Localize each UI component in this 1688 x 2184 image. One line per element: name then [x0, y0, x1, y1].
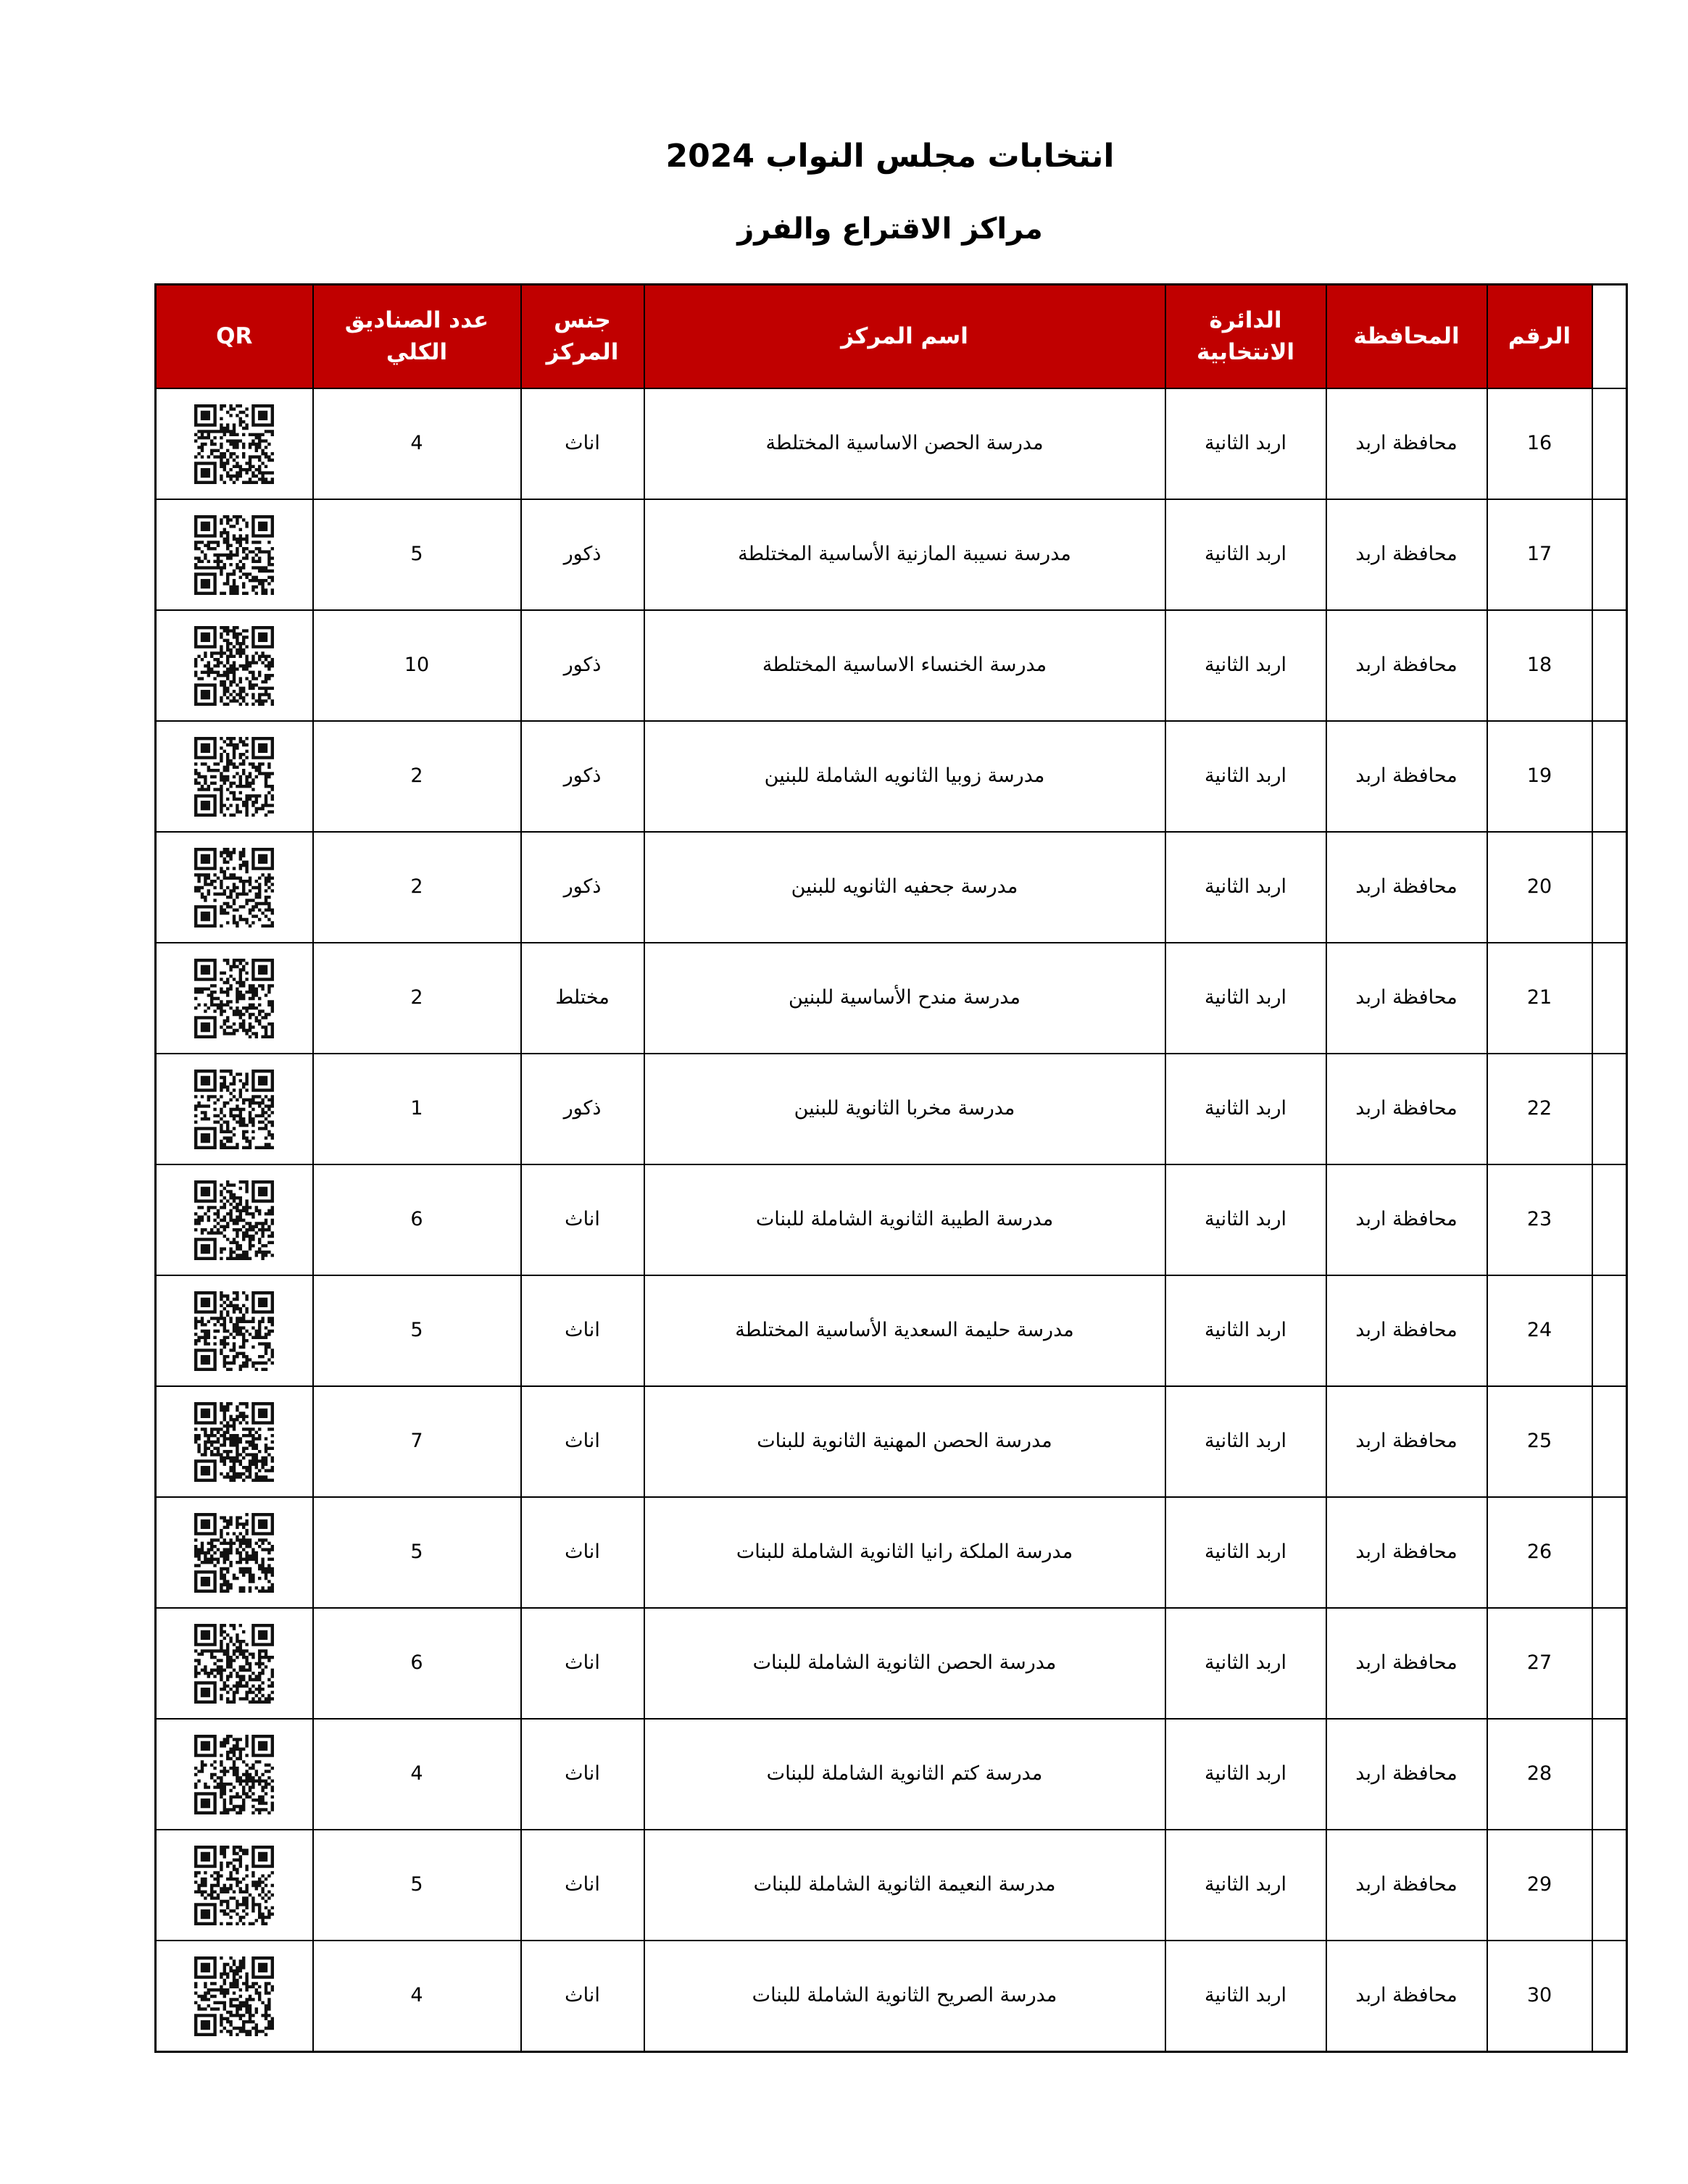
cell-governorate: محافظة اربد — [1326, 388, 1487, 499]
cell-gender: اناث — [521, 1608, 644, 1719]
page-subtitle: مراكز الاقتراع والفرز — [737, 212, 1043, 246]
cell-gender: اناث — [521, 1164, 644, 1275]
table-row — [156, 1275, 1627, 1386]
cell-boxes: 5 — [313, 499, 521, 610]
cell-qr — [156, 1275, 313, 1386]
cell-district: اربد الثانية — [1165, 610, 1326, 721]
cell-gender: اناث — [521, 1941, 644, 2052]
row-spacer-cell — [1592, 1497, 1627, 1608]
cell-number: 22 — [1487, 1054, 1592, 1164]
cell-district: اربد الثانية — [1165, 1497, 1326, 1608]
cell-qr — [156, 832, 313, 943]
cell-gender: اناث — [521, 1386, 644, 1497]
qr-code-image — [194, 959, 274, 1038]
cell-boxes: 2 — [313, 721, 521, 832]
table-row — [156, 832, 1627, 943]
row-spacer-cell — [1592, 721, 1627, 832]
cell-district: اربد الثانية — [1165, 943, 1326, 1054]
table-row — [156, 1608, 1627, 1719]
cell-district: اربد الثانية — [1165, 1386, 1326, 1497]
qr-code-image — [194, 848, 274, 928]
qr-code-image — [194, 1070, 274, 1149]
qr-code-image — [194, 1846, 274, 1925]
cell-district: اربد الثانية — [1165, 1719, 1326, 1830]
cell-gender: اناث — [521, 1497, 644, 1608]
cell-governorate: محافظة اربد — [1326, 1497, 1487, 1608]
cell-qr — [156, 721, 313, 832]
cell-number: 20 — [1487, 832, 1592, 943]
titles-block — [154, 0, 1626, 283]
cell-center: مدرسة الخنساء الاساسية المختلطة — [644, 610, 1165, 721]
cell-boxes: 2 — [313, 943, 521, 1054]
table-row — [156, 1164, 1627, 1275]
cell-center: مدرسة النعيمة الثانوية الشاملة للبنات — [644, 1830, 1165, 1941]
cell-number: 18 — [1487, 610, 1592, 721]
row-spacer-cell — [1592, 1054, 1627, 1164]
cell-boxes: 4 — [313, 388, 521, 499]
qr-code-image — [194, 1291, 274, 1371]
col-number: الرقم — [1487, 285, 1592, 389]
cell-district: اربد الثانية — [1165, 1608, 1326, 1719]
cell-governorate: محافظة اربد — [1326, 610, 1487, 721]
cell-number: 17 — [1487, 499, 1592, 610]
table-row — [156, 1497, 1627, 1608]
col-qr: QR — [156, 285, 313, 389]
cell-district: اربد الثانية — [1165, 1830, 1326, 1941]
cell-governorate: محافظة اربد — [1326, 1054, 1487, 1164]
table-row — [156, 943, 1627, 1054]
cell-center: مدرسة مندح الأساسية للبنين — [644, 943, 1165, 1054]
qr-code-image — [194, 737, 274, 817]
qr-code-image — [194, 1624, 274, 1704]
cell-center: مدرسة حليمة السعدية الأساسية المختلطة — [644, 1275, 1165, 1386]
cell-governorate: محافظة اربد — [1326, 1386, 1487, 1497]
cell-gender: اناث — [521, 1719, 644, 1830]
page-title: انتخابات مجلس النواب 2024 — [665, 138, 1115, 175]
cell-gender: ذكور — [521, 1054, 644, 1164]
cell-gender: اناث — [521, 1275, 644, 1386]
cell-district: اربد الثانية — [1165, 721, 1326, 832]
cell-number: 23 — [1487, 1164, 1592, 1275]
qr-code-image — [194, 1956, 274, 2036]
qr-code-image — [194, 1180, 274, 1260]
cell-district: اربد الثانية — [1165, 1941, 1326, 2052]
cell-gender: اناث — [521, 388, 644, 499]
cell-qr — [156, 388, 313, 499]
cell-governorate: محافظة اربد — [1326, 499, 1487, 610]
cell-qr — [156, 1497, 313, 1608]
row-spacer-cell — [1592, 1719, 1627, 1830]
cell-boxes: 4 — [313, 1719, 521, 1830]
cell-boxes: 5 — [313, 1830, 521, 1941]
row-spacer-cell — [1592, 388, 1627, 499]
cell-boxes: 4 — [313, 1941, 521, 2052]
header-spacer-cell — [1592, 285, 1627, 389]
qr-code-image — [194, 515, 274, 595]
table-row — [156, 1719, 1627, 1830]
col-gender: جنس المركز — [521, 285, 644, 389]
cell-governorate: محافظة اربد — [1326, 1608, 1487, 1719]
qr-code-image — [194, 1513, 274, 1593]
table-header-row — [156, 285, 1627, 389]
cell-number: 28 — [1487, 1719, 1592, 1830]
cell-district: اربد الثانية — [1165, 832, 1326, 943]
cell-number: 27 — [1487, 1608, 1592, 1719]
cell-number: 16 — [1487, 388, 1592, 499]
cell-governorate: محافظة اربد — [1326, 1275, 1487, 1386]
cell-number: 29 — [1487, 1830, 1592, 1941]
cell-boxes: 2 — [313, 832, 521, 943]
col-district: الدائرة الانتخابية — [1165, 285, 1326, 389]
cell-district: اربد الثانية — [1165, 1164, 1326, 1275]
cell-governorate: محافظة اربد — [1326, 721, 1487, 832]
row-spacer-cell — [1592, 1164, 1627, 1275]
row-spacer-cell — [1592, 832, 1627, 943]
cell-district: اربد الثانية — [1165, 1054, 1326, 1164]
cell-qr — [156, 1719, 313, 1830]
row-spacer-cell — [1592, 1608, 1627, 1719]
row-spacer-cell — [1592, 499, 1627, 610]
row-spacer-cell — [1592, 1386, 1627, 1497]
table-row — [156, 499, 1627, 610]
cell-center: مدرسة مخربا الثانوية للبنين — [644, 1054, 1165, 1164]
cell-center: مدرسة الصريح الثانوية الشاملة للبنات — [644, 1941, 1165, 2052]
cell-center: مدرسة الطيبة الثانوية الشاملة للبنات — [644, 1164, 1165, 1275]
cell-gender: ذكور — [521, 610, 644, 721]
cell-qr — [156, 610, 313, 721]
col-center-name: اسم المركز — [644, 285, 1165, 389]
cell-governorate: محافظة اربد — [1326, 1941, 1487, 2052]
cell-boxes: 6 — [313, 1164, 521, 1275]
cell-center: مدرسة نسيبة المازنية الأساسية المختلطة — [644, 499, 1165, 610]
cell-boxes: 7 — [313, 1386, 521, 1497]
cell-number: 30 — [1487, 1941, 1592, 2052]
cell-qr — [156, 1608, 313, 1719]
cell-center: مدرسة الحصن المهنية الثانوية للبنات — [644, 1386, 1165, 1497]
table-row — [156, 1941, 1627, 2052]
cell-boxes: 6 — [313, 1608, 521, 1719]
table-row — [156, 1054, 1627, 1164]
cell-boxes: 10 — [313, 610, 521, 721]
cell-governorate: محافظة اربد — [1326, 1830, 1487, 1941]
cell-center: مدرسة زوبيا الثانويه الشاملة للبنين — [644, 721, 1165, 832]
cell-boxes: 5 — [313, 1275, 521, 1386]
cell-qr — [156, 1054, 313, 1164]
qr-code-image — [194, 1402, 274, 1482]
row-spacer-cell — [1592, 1830, 1627, 1941]
cell-governorate: محافظة اربد — [1326, 1719, 1487, 1830]
cell-center: مدرسة الحصن الاساسية المختلطة — [644, 388, 1165, 499]
cell-number: 26 — [1487, 1497, 1592, 1608]
cell-gender: ذكور — [521, 721, 644, 832]
cell-district: اربد الثانية — [1165, 499, 1326, 610]
cell-qr — [156, 1830, 313, 1941]
cell-gender: اناث — [521, 1830, 644, 1941]
cell-governorate: محافظة اربد — [1326, 832, 1487, 943]
row-spacer-cell — [1592, 1275, 1627, 1386]
col-governorate: المحافظة — [1326, 285, 1487, 389]
row-spacer-cell — [1592, 610, 1627, 721]
cell-number: 21 — [1487, 943, 1592, 1054]
cell-qr — [156, 1386, 313, 1497]
cell-governorate: محافظة اربد — [1326, 943, 1487, 1054]
table-row — [156, 1830, 1627, 1941]
cell-gender: مختلط — [521, 943, 644, 1054]
table-row — [156, 610, 1627, 721]
cell-center: مدرسة جحفيه الثانويه للبنين — [644, 832, 1165, 943]
cell-governorate: محافظة اربد — [1326, 1164, 1487, 1275]
cell-center: مدرسة كتم الثانوية الشاملة للبنات — [644, 1719, 1165, 1830]
cell-gender: ذكور — [521, 832, 644, 943]
polling-centers-table — [154, 283, 1628, 2053]
cell-boxes: 5 — [313, 1497, 521, 1608]
cell-qr — [156, 1164, 313, 1275]
cell-qr — [156, 499, 313, 610]
cell-gender: ذكور — [521, 499, 644, 610]
cell-district: اربد الثانية — [1165, 388, 1326, 499]
cell-number: 25 — [1487, 1386, 1592, 1497]
table-row — [156, 721, 1627, 832]
cell-number: 24 — [1487, 1275, 1592, 1386]
row-spacer-cell — [1592, 943, 1627, 1054]
cell-qr — [156, 943, 313, 1054]
col-boxes: عدد الصناديق الكلي — [313, 285, 521, 389]
cell-center: مدرسة الحصن الثانوية الشاملة للبنات — [644, 1608, 1165, 1719]
cell-center: مدرسة الملكة رانيا الثانوية الشاملة للبنات — [644, 1497, 1165, 1608]
cell-number: 19 — [1487, 721, 1592, 832]
cell-qr — [156, 1941, 313, 2052]
qr-code-image — [194, 626, 274, 706]
row-spacer-cell — [1592, 1941, 1627, 2052]
cell-boxes: 1 — [313, 1054, 521, 1164]
table-row — [156, 1386, 1627, 1497]
qr-code-image — [194, 404, 274, 484]
qr-code-image — [194, 1735, 274, 1814]
table-row — [156, 388, 1627, 499]
cell-district: اربد الثانية — [1165, 1275, 1326, 1386]
